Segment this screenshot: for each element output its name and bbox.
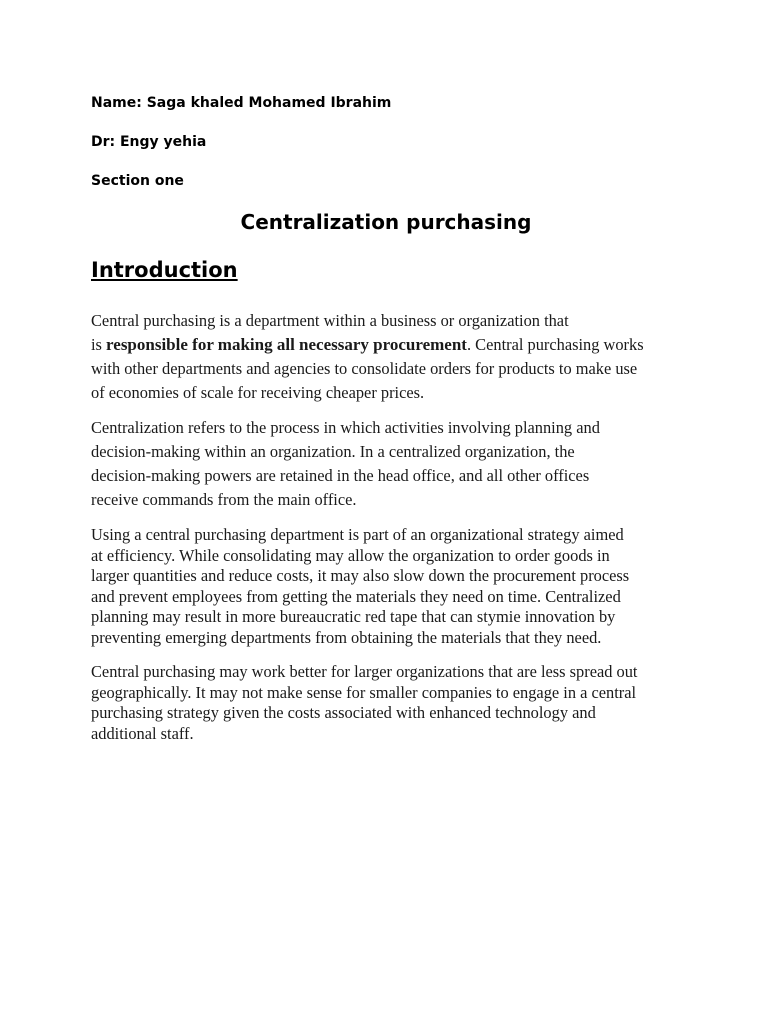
- paragraph-line: receive commands from the main office.: [91, 490, 357, 509]
- paragraph-line: and prevent employees from getting the materials they need on time. Centralized: [91, 586, 621, 606]
- paragraph-1: [91, 309, 683, 405]
- student-name: Name: Saga khaled Mohamed Ibrahim: [91, 95, 392, 111]
- instructor-name: Dr: Engy yehia: [91, 134, 207, 150]
- paragraph-2: [91, 416, 683, 512]
- paragraph-line: at efficiency. While consolidating may allow the organization to order goods in: [91, 545, 610, 565]
- paragraph-line: with other departments and agencies to consolidate orders for products to make use: [91, 359, 638, 378]
- paragraph-3: [91, 525, 683, 649]
- paragraph-line: of economies of scale for receiving cheaper prices.: [91, 383, 425, 402]
- section-label: Section one: [91, 173, 184, 189]
- paragraph-line: purchasing strategy given the costs associated with enhanced technology and: [91, 703, 596, 723]
- paragraph-4: [91, 662, 683, 744]
- document-title: Centralization purchasing: [240, 210, 532, 234]
- paragraph-line: Using a central purchasing department is part of an organizational strategy aimed: [91, 525, 624, 544]
- bold-phrase: responsible for making all necessary procurement: [106, 335, 467, 354]
- paragraph-line: larger quantities and reduce costs, it may also slow down the procurement process: [91, 566, 630, 586]
- paragraph-line: preventing emerging departments from obtaining the materials that they need.: [91, 627, 602, 647]
- paragraph-line: decision-making within an organization. In a centralized organization, the: [91, 442, 575, 461]
- paragraph-line: Central purchasing is a department within a business or organization that: [91, 311, 569, 330]
- paragraph-line: [91, 333, 683, 357]
- section-heading-introduction: Introduction: [91, 258, 238, 282]
- paragraph-line: additional staff.: [91, 723, 194, 743]
- paragraph-line: geographically. It may not make sense for smaller companies to engage in a central: [91, 682, 637, 702]
- text-span: is: [91, 335, 107, 354]
- paragraph-line: decision-making powers are retained in the head office, and all other offices: [91, 466, 590, 485]
- paragraph-line: Central purchasing may work better for larger organizations that are less spread out: [91, 662, 638, 681]
- text-span: . Central purchasing works: [466, 335, 644, 354]
- paragraph-line: planning may result in more bureaucratic red tape that can stymie innovation by: [91, 607, 616, 627]
- paragraph-line: Centralization refers to the process in which activities involving planning and: [91, 418, 600, 437]
